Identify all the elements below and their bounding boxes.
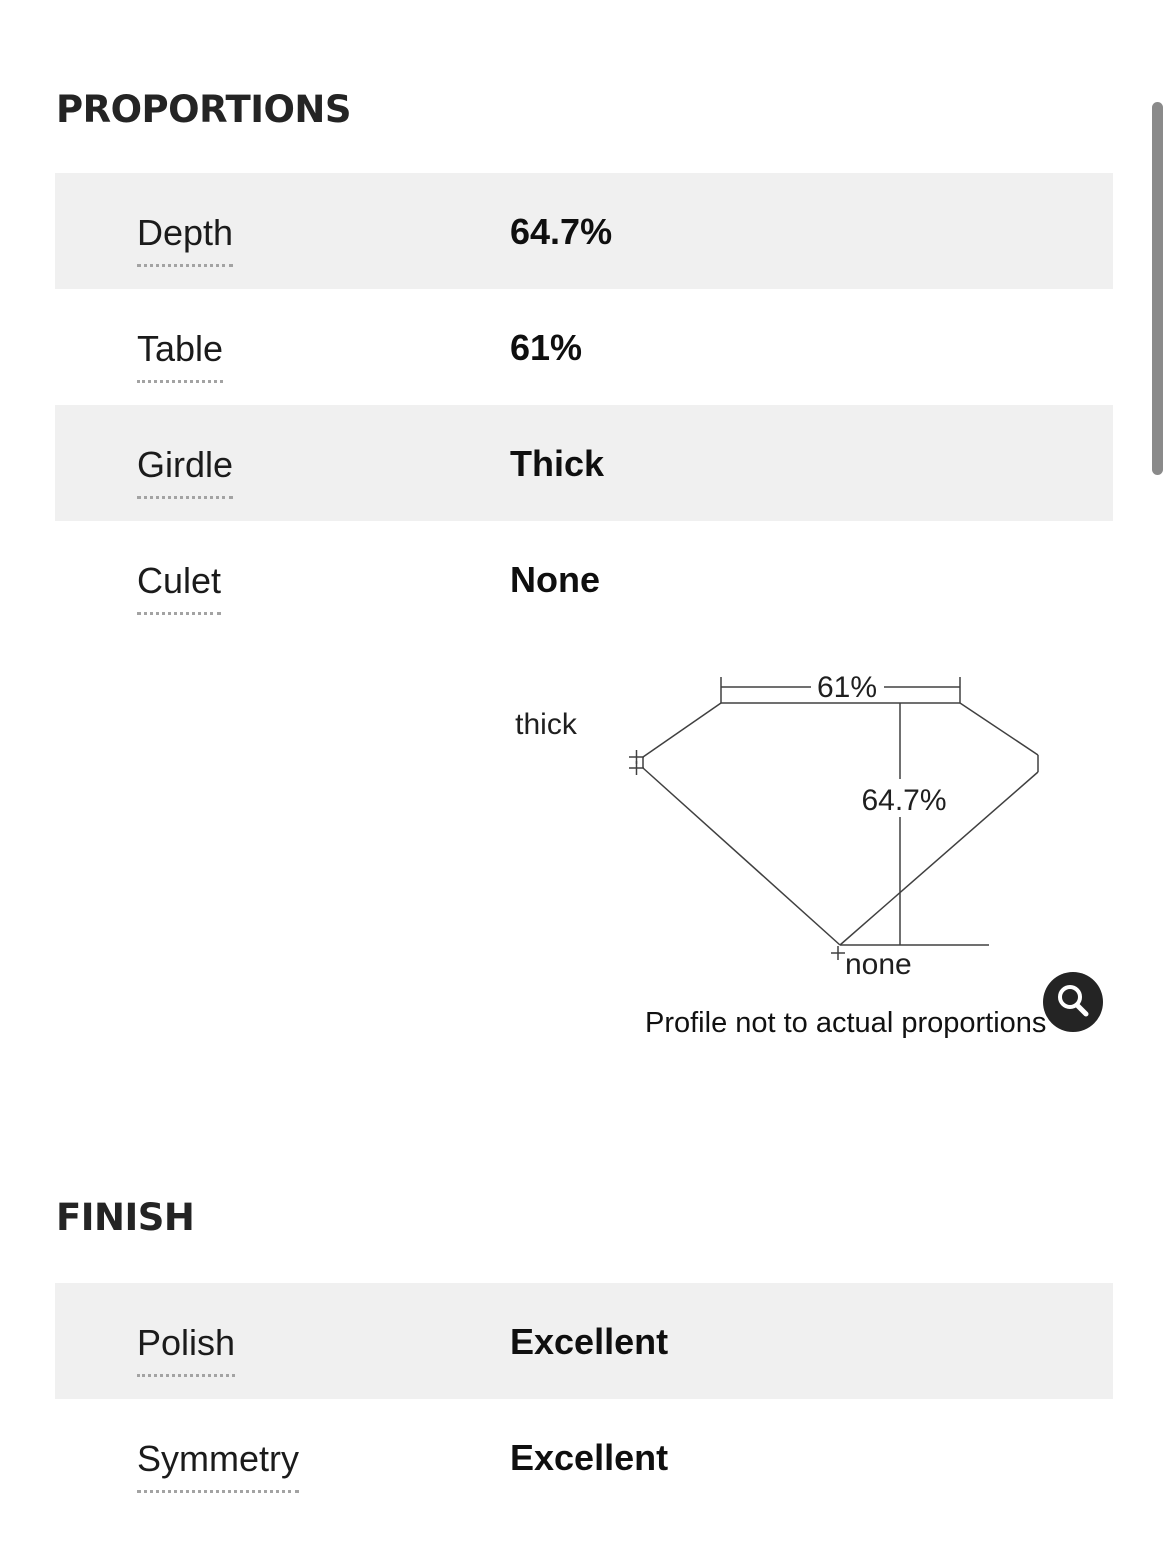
girdle-dimension xyxy=(515,708,644,775)
row-label-cell xyxy=(137,560,510,615)
girdle-value: Thick xyxy=(510,443,605,484)
proportions-section-title: PROPORTIONS xyxy=(56,88,352,131)
depth-percent-label: 64.7% xyxy=(861,784,947,817)
depth-label: Depth xyxy=(137,212,233,267)
finish-table xyxy=(55,1283,1113,1515)
depth-dimension xyxy=(861,703,946,945)
diamond-outline xyxy=(643,703,1038,945)
table-row-girdle xyxy=(55,405,1113,521)
culet-dimension xyxy=(831,945,989,981)
proportions-table xyxy=(55,173,1113,637)
table-row-table xyxy=(55,289,1113,405)
row-label-cell xyxy=(137,1438,510,1493)
culet-size-label: none xyxy=(845,948,912,981)
table-width-dimension xyxy=(721,671,960,704)
table-label: Table xyxy=(137,328,223,383)
polish-value: Excellent xyxy=(510,1321,669,1362)
table-percent-label: 61% xyxy=(816,671,878,704)
table-row-depth xyxy=(55,173,1113,289)
diagram-caption: Profile not to actual proportions xyxy=(645,1007,1047,1039)
culet-label: Culet xyxy=(137,560,221,615)
row-label-cell xyxy=(137,1322,510,1377)
diamond-profile-diagram xyxy=(490,640,1110,1060)
polish-label: Polish xyxy=(137,1322,235,1377)
row-label-cell xyxy=(137,212,510,267)
table-value: 61% xyxy=(510,327,583,368)
vertical-scrollbar-thumb[interactable] xyxy=(1152,102,1163,475)
culet-value: None xyxy=(510,559,600,600)
table-row-symmetry xyxy=(55,1399,1113,1515)
table-row-culet xyxy=(55,521,1113,637)
zoom-button[interactable] xyxy=(1043,972,1103,1032)
depth-value: 64.7% xyxy=(510,211,613,252)
symmetry-value: Excellent xyxy=(510,1437,669,1478)
row-label-cell xyxy=(137,328,510,383)
row-label-cell xyxy=(137,444,510,499)
symmetry-label: Symmetry xyxy=(137,1438,299,1493)
girdle-label: Girdle xyxy=(137,444,233,499)
finish-section-title: FINISH xyxy=(56,1196,195,1239)
table-row-polish xyxy=(55,1283,1113,1399)
girdle-thickness-label: thick xyxy=(515,708,577,741)
